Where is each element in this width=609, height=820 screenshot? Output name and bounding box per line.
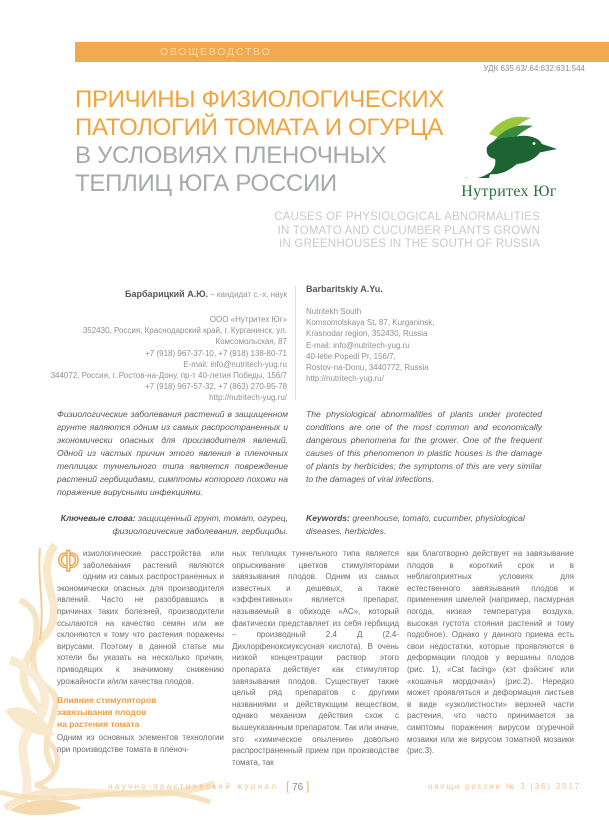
- body-paragraph: как благотворно действует на завязывание плодов в короткий срок и в неблагоприятных условиях для естественного завязывания плодов и применения шмелей (например, пасмурная погода, низкая температура воздуха, высокая густота стояния растений и тому подобное). Однако у данного приема есть свои недостатки, которые проявляются в деформации плодов у вершины плодов (рис. 1), «Cat facing» (кэт фэйсинг или «кошачья мордочка») (рис.2). Нередко может проявляться и деформация листьев в виде «узколистности» верхней части растения, что часто принимается за симптомы поражения вирусом огуречной мозаики или же вирусом томатной мозаики (рис.3).: [407, 549, 574, 756]
- keywords-ru: [57, 512, 288, 538]
- footer-flourish-decoration: [0, 766, 220, 818]
- abstract-text-en: The physiological abnormalities of plants under protected conditions are one of the most common and economically dangerous phenomena for the grower. One of the frequent causes of this phenomenon in plastic houses is the damage of plants by herbicides; the symptoms of this are very similar to the damages of viral infections.: [306, 409, 542, 484]
- abstract-text-ru: Физиологические заболевания растений в защищенном грунте являются одним из самых распространенных и экономически опасных для производителя явлений. Одной из частых причин этого явления в пленочных теплицах туннельного типа является повреждение растений гербицидами, симптомы которого похожи на поражение вирусными инфекциями.: [57, 409, 288, 497]
- contact-line-url: http://nutritech-yug.ru/: [209, 393, 287, 403]
- title-line: В УСЛОВИЯХ ПЛЕНОЧНЫХ: [75, 142, 387, 169]
- title-line: ПРИЧИНЫ ФИЗИОЛОГИЧЕСКИХ: [75, 86, 444, 113]
- contact-line: ООО «Нутритех Юг»: [209, 315, 287, 324]
- abstract-en: [306, 408, 542, 538]
- contact-line: 352430, Россия, Краснодарский край, г. Курганинск, ул.: [82, 326, 287, 336]
- title-line: ПАТОЛОГИЙ ТОМАТА И ОГУРЦА: [75, 114, 443, 141]
- body-column-3: [407, 548, 574, 776]
- author-name-en: Barbaritskiy A.Yu.: [306, 284, 383, 294]
- body-paragraph: ных теплицах туннельного типа является опрыскивание цветков стимуляторами завязывания плодов. Одним из самых известных и дешевых, а также «эффективных» является препарат, называемый в обиходе «АС», который фактически представляет из себя гербицид – производный 2,4 Д (2,4-Дихлорфеноксиуксусная кислота). В очень низкой концентрации раствор этого препарата действует как стимулятор завязывания плодов. Существует также целый ряд препаратов с другими названиями и действующим веществом, однако механизм действия схож с вышеуказанным препаратом. Так или иначе, это «химическое опыление» довольно распространенный прием при производстве томата, так: [232, 549, 399, 767]
- abstract-ru: [57, 408, 288, 538]
- page-bracket: [: [286, 779, 290, 793]
- author-block-ru: [25, 284, 287, 404]
- logo-text: Нутритех Юг: [461, 183, 557, 200]
- article-body: [57, 548, 574, 776]
- contact-line: 344072, Россия, г. Ростов-на-Дону, пр-т 40-летия Победы, 156/7: [50, 371, 287, 381]
- drop-cap: Ф: [57, 548, 80, 578]
- keywords-label-en: Keywords:: [306, 513, 350, 523]
- contact-line-email: E-mail: info@nutritech-yug.ru: [183, 359, 287, 369]
- page-number: [286, 779, 309, 793]
- author-contact-en: [306, 306, 556, 384]
- keywords-en: [306, 512, 542, 538]
- udc-code: УДК 635.63/.64:632:631.544: [483, 64, 585, 73]
- section-label: ОВОЩЕВОДСТВО: [160, 46, 272, 58]
- keywords-list-en: greenhouse, tomato, cucumber, physiological diseases, herbicides.: [306, 513, 525, 536]
- contact-line-email: E-mail: info@nutritech-yug.ru: [306, 340, 410, 350]
- contact-line: Комсомольская, 87: [215, 337, 287, 347]
- title-line: ТЕПЛИЦ ЮГА РОССИИ: [75, 170, 337, 197]
- section-header-bar: [75, 42, 609, 62]
- title-line: CAUSES OF PHYSIOLOGICAL ABNORMALITIES: [274, 211, 540, 223]
- title-line: IN GREENHOUSES IN THE SOUTH OF RUSSIA: [279, 238, 540, 250]
- journal-issue-label: овощи россии № 3 (36) 2017: [428, 782, 581, 791]
- body-paragraph: Одним из основных элементов технологии при производстве томата в пленоч-: [57, 733, 224, 754]
- author-block-en: [306, 284, 556, 384]
- page-bracket: ]: [306, 779, 310, 793]
- page-number-value: 76: [292, 782, 304, 793]
- paragraph-text: изиологические расстройства или заболевания растений являются одним из самых распространенных и экономически опасных для производителя явлений. Часто не разобравшись в причинах таких болезней, производители ссылаются на качество семян или же склоняются к тому что растения поражены вирусами. Поэтому в данной статье мы хотели бы указать на несколько причин, приводящих к значимому снижению урожайности и/или качества плодов.: [57, 549, 224, 686]
- title-line: IN TOMATO AND CUCUMBER PLANTS GROWN: [277, 224, 540, 237]
- contact-line-url: http://nutritech-yug.ru/: [306, 374, 384, 384]
- keywords-list-ru: защищенный грунт, томат, огурец, физиологические заболевания, гербициды.: [112, 513, 288, 536]
- article-title-en: [274, 211, 540, 252]
- contact-line: Komsomolskaya St, 87, Kurganinsk,: [306, 318, 435, 328]
- contact-line: Rostov-na-Donu, 3440772, Russia: [306, 363, 429, 373]
- author-name-row: [25, 284, 287, 302]
- subheading-line: Влияние стимуляторов: [57, 695, 157, 706]
- subheading-line: на растения томата: [57, 719, 140, 730]
- body-column-1: [57, 548, 224, 776]
- author-contact-ru: [25, 314, 287, 404]
- company-logo: [449, 112, 569, 200]
- body-column-2: [232, 548, 399, 776]
- bird-leaf-logo-icon: [451, 112, 567, 178]
- author-column-divider: [295, 286, 296, 400]
- contact-line: Krasnodar region, 352430, Russia: [306, 329, 428, 339]
- contact-line: +7 (918) 967-57-32, +7 (863) 270-95-78: [145, 382, 287, 392]
- section-subheading: [57, 694, 224, 730]
- body-paragraph: [57, 548, 224, 687]
- author-degree-ru: – кандидат с.-х. наук: [207, 290, 287, 299]
- article-title-ru: [75, 86, 444, 198]
- subheading-line: завязывания плодов: [57, 707, 147, 718]
- author-name-ru: Барбарицкий А.Ю.: [125, 289, 208, 299]
- contact-line: 40-letie Popedi Pr, 156/7,: [306, 351, 396, 361]
- contact-line: +7 (918) 967-37-10, +7 (918) 138-80-71: [145, 348, 287, 358]
- journal-type-label: научно-практический журнал: [108, 782, 279, 791]
- contact-line: Nutritekh South: [306, 307, 362, 316]
- keywords-label-ru: Ключевые слова:: [60, 513, 136, 523]
